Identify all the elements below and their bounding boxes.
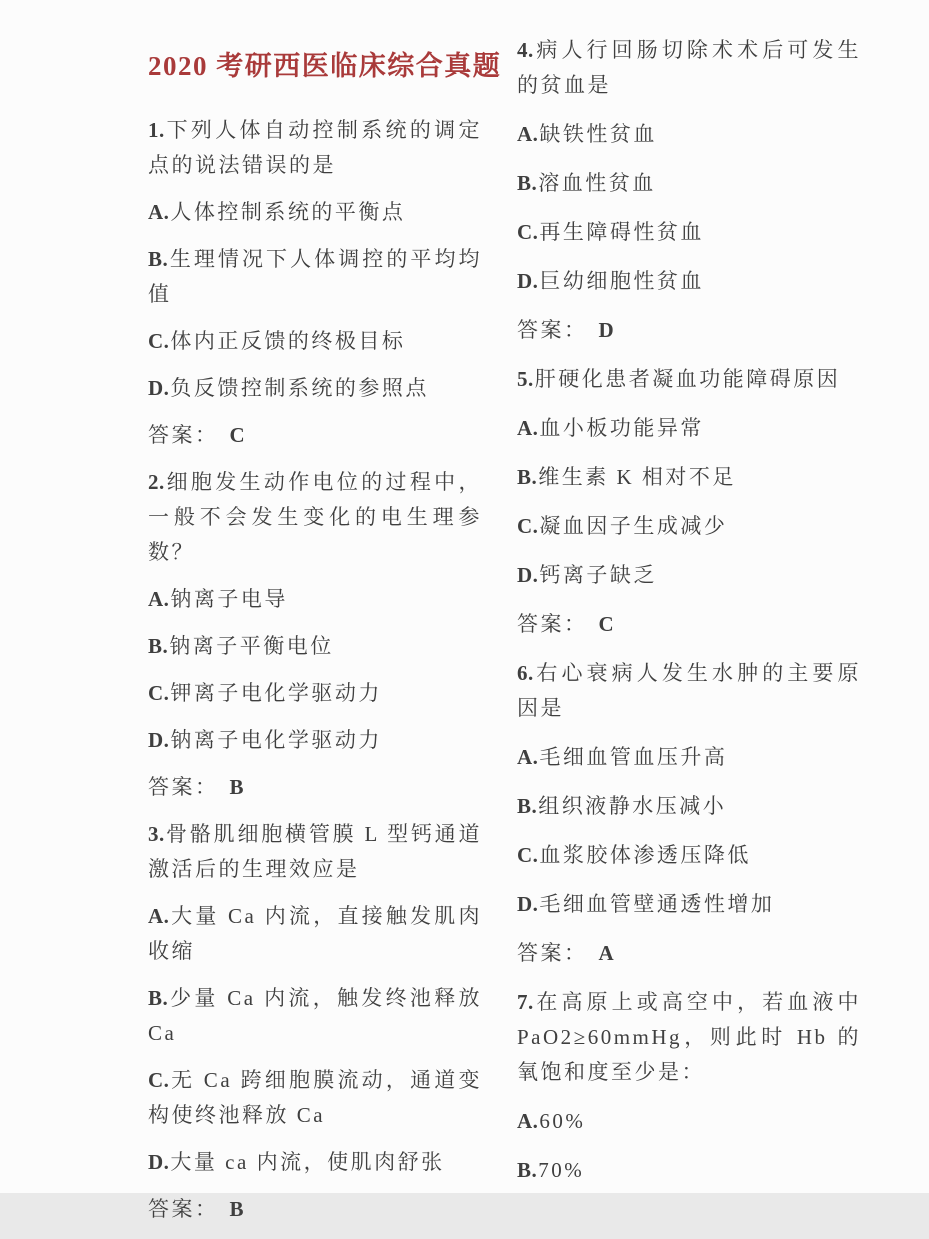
option-label: D. bbox=[517, 563, 539, 587]
option-text: 60% bbox=[539, 1109, 586, 1133]
option-B bbox=[517, 789, 861, 824]
option-label: D. bbox=[148, 728, 170, 752]
option-label: A. bbox=[517, 416, 539, 440]
option-text: 无 Ca 跨细胞膜流动，通道变构使终池释放 Ca bbox=[148, 1068, 482, 1127]
question-stem: 右心衰病人发生水肿的主要原因是 bbox=[517, 661, 861, 720]
option-label: C. bbox=[148, 1068, 170, 1092]
option-label: D. bbox=[148, 1150, 170, 1174]
answer-value: D bbox=[598, 318, 615, 342]
right-column bbox=[517, 33, 861, 1202]
question-stem: 在高原上或高空中，若血液中 PaO2≥60mmHg，则此时 Hb 的氧饱和度至少是： bbox=[517, 990, 861, 1084]
answer-value: B bbox=[229, 775, 245, 799]
option-text: 钠离子电导 bbox=[170, 587, 288, 611]
question-number: 7. bbox=[517, 990, 534, 1014]
option-text: 负反馈控制系统的参照点 bbox=[170, 376, 429, 400]
option-text: 人体控制系统的平衡点 bbox=[170, 200, 406, 224]
option-text: 再生障碍性贫血 bbox=[539, 220, 704, 244]
option-text: 血浆胶体渗透压降低 bbox=[539, 843, 751, 867]
question-number: 3. bbox=[148, 822, 165, 846]
question-4 bbox=[517, 33, 861, 348]
option-A bbox=[517, 411, 861, 446]
option-label: B. bbox=[148, 247, 169, 271]
option-text: 大量 ca 内流，使肌肉舒张 bbox=[170, 1150, 445, 1174]
answer-line bbox=[517, 607, 861, 642]
option-C bbox=[517, 215, 861, 250]
answer-label: 答案： bbox=[517, 612, 588, 636]
option-D bbox=[517, 558, 861, 593]
answer-label: 答案： bbox=[148, 775, 219, 799]
option-label: D. bbox=[517, 892, 539, 916]
option-C bbox=[148, 324, 482, 359]
option-text: 生理情况下人体调控的平均均值 bbox=[148, 247, 482, 306]
option-text: 体内正反馈的终极目标 bbox=[170, 329, 406, 353]
option-A bbox=[148, 899, 482, 969]
question-stem: 细胞发生动作电位的过程中，一般不会发生变化的电生理参数？ bbox=[148, 470, 482, 564]
answer-label: 答案： bbox=[148, 423, 219, 447]
option-text: 组织液静水压减小 bbox=[538, 794, 727, 818]
option-text: 血小板功能异常 bbox=[539, 416, 704, 440]
option-C bbox=[148, 1063, 482, 1133]
option-text: 70% bbox=[538, 1158, 585, 1182]
option-text: 维生素 K 相对不足 bbox=[538, 465, 736, 489]
option-label: B. bbox=[517, 171, 538, 195]
question-stem: 肝硬化患者凝血功能障碍原因 bbox=[534, 367, 841, 391]
option-D bbox=[517, 264, 861, 299]
right-column-questions bbox=[517, 33, 861, 1188]
question-number: 2. bbox=[148, 470, 165, 494]
option-B bbox=[517, 1153, 861, 1188]
option-label: B. bbox=[148, 634, 169, 658]
options-list bbox=[517, 117, 861, 299]
option-text: 钾离子电化学驱动力 bbox=[170, 681, 382, 705]
answer-line bbox=[148, 770, 482, 805]
option-text: 巨幼细胞性贫血 bbox=[539, 269, 704, 293]
option-text: 缺铁性贫血 bbox=[539, 122, 657, 146]
option-label: D. bbox=[148, 376, 170, 400]
options-list bbox=[148, 582, 482, 758]
option-label: D. bbox=[517, 269, 539, 293]
option-label: B. bbox=[517, 1158, 538, 1182]
question-7 bbox=[517, 985, 861, 1188]
option-text: 毛细血管壁通透性增加 bbox=[539, 892, 775, 916]
option-label: A. bbox=[517, 1109, 539, 1133]
option-label: A. bbox=[148, 200, 170, 224]
option-text: 钠离子平衡电位 bbox=[169, 634, 334, 658]
options-list bbox=[517, 740, 861, 922]
option-label: B. bbox=[148, 986, 169, 1010]
question-1 bbox=[148, 113, 482, 453]
option-A bbox=[517, 1104, 861, 1139]
answer-line bbox=[517, 936, 861, 971]
question-stem-line bbox=[517, 656, 861, 726]
question-2 bbox=[148, 465, 482, 805]
option-text: 毛细血管血压升高 bbox=[539, 745, 728, 769]
option-label: C. bbox=[517, 220, 539, 244]
option-B bbox=[517, 166, 861, 201]
question-stem-line bbox=[517, 362, 861, 397]
option-B bbox=[517, 460, 861, 495]
option-label: C. bbox=[148, 329, 170, 353]
option-A bbox=[517, 117, 861, 152]
option-C bbox=[517, 838, 861, 873]
answer-line bbox=[517, 313, 861, 348]
option-label: A. bbox=[148, 587, 170, 611]
option-C bbox=[148, 676, 482, 711]
option-text: 少量 Ca 内流，触发终池释放 Ca bbox=[148, 986, 482, 1045]
option-A bbox=[148, 195, 482, 230]
option-C bbox=[517, 509, 861, 544]
option-B bbox=[148, 242, 482, 312]
option-label: B. bbox=[517, 794, 538, 818]
option-D bbox=[148, 371, 482, 406]
options-list bbox=[517, 411, 861, 593]
answer-line bbox=[148, 1192, 482, 1227]
answer-value: B bbox=[229, 1197, 245, 1221]
option-D bbox=[148, 1145, 482, 1180]
answer-value: C bbox=[229, 423, 246, 447]
answer-label: 答案： bbox=[148, 1197, 219, 1221]
option-label: C. bbox=[517, 843, 539, 867]
option-label: C. bbox=[148, 681, 170, 705]
answer-label: 答案： bbox=[517, 318, 588, 342]
option-B bbox=[148, 629, 482, 664]
question-stem-line bbox=[148, 817, 482, 887]
option-text: 溶血性贫血 bbox=[538, 171, 656, 195]
question-number: 4. bbox=[517, 38, 534, 62]
question-5 bbox=[517, 362, 861, 642]
answer-line bbox=[148, 418, 482, 453]
options-list bbox=[148, 899, 482, 1180]
answer-value: A bbox=[598, 941, 615, 965]
option-text: 钙离子缺乏 bbox=[539, 563, 657, 587]
option-label: A. bbox=[517, 122, 539, 146]
option-A bbox=[517, 740, 861, 775]
question-3 bbox=[148, 817, 482, 1227]
question-stem-line bbox=[517, 985, 861, 1090]
left-column-questions bbox=[148, 113, 482, 1227]
option-text: 钠离子电化学驱动力 bbox=[170, 728, 382, 752]
question-stem-line bbox=[148, 465, 482, 570]
answer-value: C bbox=[598, 612, 615, 636]
option-D bbox=[517, 887, 861, 922]
page-title: 2020 考研西医临床综合真题 bbox=[148, 51, 502, 81]
question-stem: 病人行回肠切除术术后可发生的贫血是 bbox=[517, 38, 861, 97]
options-list bbox=[148, 195, 482, 406]
question-stem-line bbox=[517, 33, 861, 103]
option-A bbox=[148, 582, 482, 617]
option-B bbox=[148, 981, 482, 1051]
option-label: A. bbox=[517, 745, 539, 769]
options-list bbox=[517, 1104, 861, 1188]
question-stem: 骨骼肌细胞横管膜 L 型钙通道激活后的生理效应是 bbox=[148, 822, 482, 881]
left-column bbox=[148, 46, 502, 1239]
option-D bbox=[148, 723, 482, 758]
option-text: 凝血因子生成减少 bbox=[539, 514, 728, 538]
option-label: C. bbox=[517, 514, 539, 538]
answer-label: 答案： bbox=[517, 941, 588, 965]
question-number: 6. bbox=[517, 661, 534, 685]
question-stem: 下列人体自动控制系统的调定点的说法错误的是 bbox=[148, 118, 482, 177]
option-label: B. bbox=[517, 465, 538, 489]
option-label: A. bbox=[148, 904, 170, 928]
question-number: 5. bbox=[517, 367, 534, 391]
option-text: 大量 Ca 内流，直接触发肌肉收缩 bbox=[148, 904, 482, 963]
question-number: 1. bbox=[148, 118, 165, 142]
question-stem-line bbox=[148, 113, 482, 183]
question-6 bbox=[517, 656, 861, 971]
